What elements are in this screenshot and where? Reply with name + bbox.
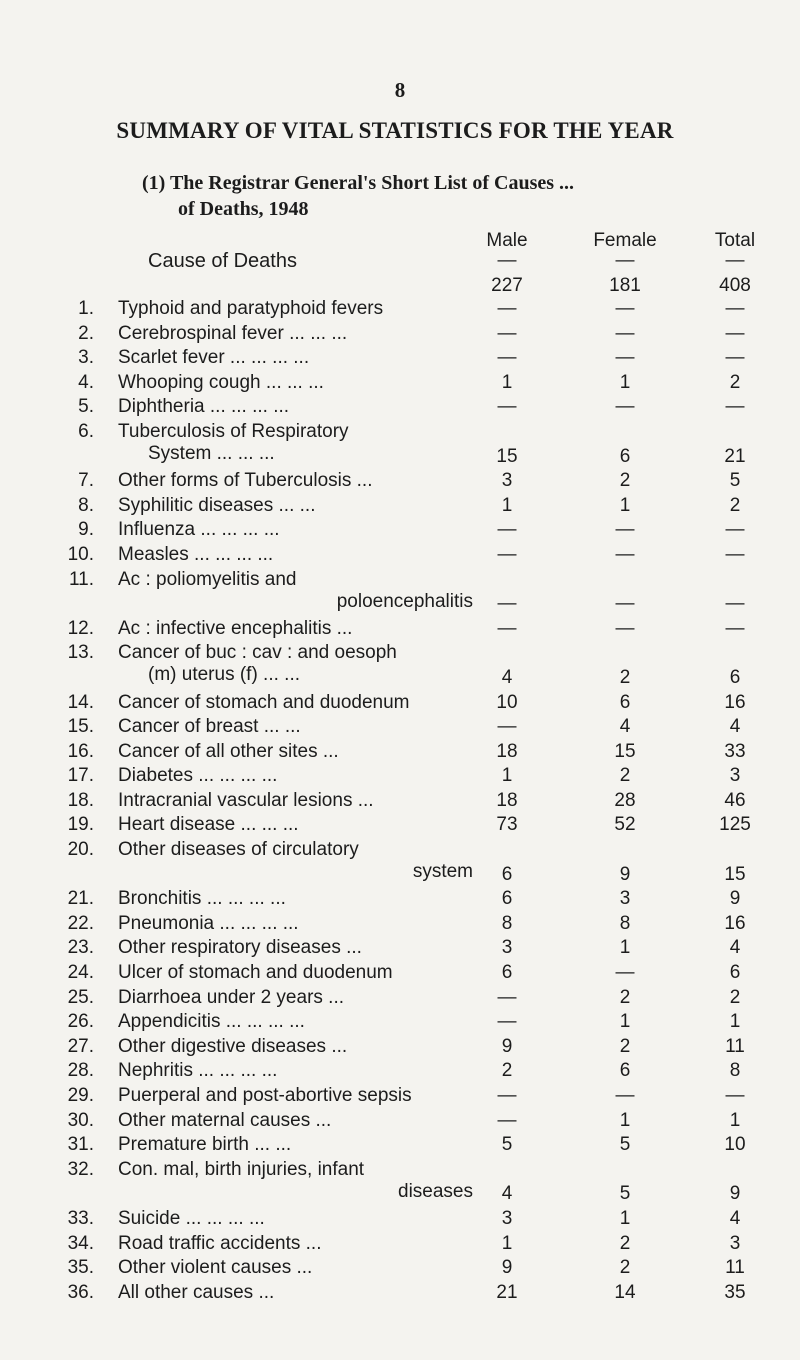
cause-line-1: Road traffic accidents ... bbox=[118, 1232, 322, 1254]
table-row bbox=[0, 1208, 800, 1233]
row-number: 34. bbox=[67, 1232, 94, 1254]
total-all: 408 bbox=[719, 275, 751, 296]
table-row bbox=[0, 814, 800, 839]
cause-line-1: Influenza ... ... ... ... bbox=[118, 519, 280, 541]
value-male: 2 bbox=[501, 1060, 513, 1082]
cause-name bbox=[118, 814, 473, 836]
value-female: 5 bbox=[619, 1183, 631, 1205]
cause-line-1: All other causes ... bbox=[118, 1281, 275, 1303]
cause-line-1: Whooping cough ... ... ... bbox=[118, 371, 324, 393]
table-row bbox=[0, 716, 800, 741]
table-row bbox=[0, 888, 800, 913]
value-total: — bbox=[725, 298, 745, 319]
cause-line-1: Ulcer of stomach and duodenum bbox=[118, 962, 393, 984]
row-number: 28. bbox=[67, 1060, 94, 1082]
row-number: 33. bbox=[67, 1207, 94, 1229]
cause-name bbox=[118, 913, 473, 935]
value-male: — bbox=[497, 1109, 517, 1131]
value-total: 35 bbox=[724, 1281, 746, 1303]
value-male: 21 bbox=[496, 1281, 518, 1303]
value-total: — bbox=[725, 322, 745, 344]
value-female: — bbox=[615, 396, 635, 418]
value-female: — bbox=[615, 962, 635, 984]
column-header-female: Female bbox=[593, 230, 657, 251]
row-number: 14. bbox=[67, 691, 94, 713]
value-female: 8 bbox=[619, 912, 631, 934]
cause-name bbox=[118, 618, 473, 640]
row-number: 13. bbox=[67, 642, 94, 664]
value-total: 33 bbox=[724, 740, 746, 762]
value-male: — bbox=[497, 396, 517, 418]
row-number: 16. bbox=[67, 740, 94, 762]
value-male: 73 bbox=[496, 814, 518, 836]
table-row bbox=[0, 1036, 800, 1061]
cause-name bbox=[118, 1060, 473, 1082]
cause-line-1: Ac : infective encephalitis ... bbox=[118, 617, 353, 639]
value-female: 6 bbox=[619, 1060, 631, 1082]
cause-name bbox=[118, 1233, 473, 1255]
cause-name bbox=[118, 347, 473, 369]
row-number: 8. bbox=[78, 494, 94, 516]
value-female: 28 bbox=[614, 789, 636, 811]
cause-name bbox=[118, 372, 473, 394]
value-female: 4 bbox=[619, 716, 631, 738]
row-number: 24. bbox=[67, 962, 94, 984]
cause-name bbox=[118, 1036, 473, 1058]
cause-name bbox=[118, 1085, 473, 1107]
cause-line-1: Typhoid and paratyphoid fevers bbox=[118, 298, 384, 319]
cause-name bbox=[118, 1257, 473, 1279]
cause-name bbox=[118, 937, 473, 959]
cause-line-2: System ... ... ... bbox=[148, 442, 275, 464]
cause-line-1: Puerperal and post-abortive sepsis bbox=[118, 1085, 412, 1106]
value-female: 2 bbox=[619, 765, 631, 787]
table-row bbox=[0, 618, 800, 643]
cause-name bbox=[118, 962, 473, 984]
value-male: 4 bbox=[501, 666, 513, 688]
cause-name bbox=[118, 741, 473, 763]
value-male: — bbox=[497, 986, 517, 1008]
table-row bbox=[0, 1060, 800, 1085]
row-number: 30. bbox=[67, 1109, 94, 1131]
value-total: — bbox=[725, 617, 745, 639]
table-subtitle: (1) The Registrar General's Short List of Causes ... bbox=[142, 172, 575, 194]
cause-line-1: Premature birth ... ... bbox=[118, 1134, 292, 1156]
cause-name bbox=[118, 470, 473, 492]
table-row bbox=[0, 913, 800, 938]
table-row bbox=[0, 470, 800, 495]
value-male: — bbox=[497, 519, 517, 541]
table-row bbox=[0, 1257, 800, 1282]
cause-line-2: (m) uterus (f) ... ... bbox=[148, 664, 301, 686]
value-male: 8 bbox=[501, 912, 513, 934]
row-number: 3. bbox=[78, 347, 94, 369]
column-header-cause: Cause of Deaths bbox=[148, 250, 297, 272]
cause-line-1: Cancer of breast ... ... bbox=[118, 716, 301, 738]
value-female: 2 bbox=[619, 666, 631, 688]
table-row bbox=[0, 1159, 800, 1208]
table-row bbox=[0, 323, 800, 348]
row-number: 27. bbox=[67, 1035, 94, 1057]
table-row bbox=[0, 642, 800, 691]
value-male: 3 bbox=[501, 470, 513, 492]
value-male: 3 bbox=[501, 1207, 513, 1229]
value-total: 4 bbox=[729, 716, 741, 738]
value-total: 9 bbox=[729, 888, 741, 910]
value-female: — bbox=[615, 617, 635, 639]
table-row bbox=[0, 519, 800, 544]
cause-name bbox=[118, 495, 473, 517]
value-total: 10 bbox=[724, 1134, 746, 1156]
value-total: 1 bbox=[729, 1109, 741, 1131]
row-number: 35. bbox=[67, 1257, 94, 1279]
value-male: — bbox=[497, 716, 517, 738]
cause-name bbox=[118, 765, 473, 787]
value-male: 6 bbox=[501, 962, 513, 984]
value-male: 1 bbox=[501, 765, 513, 787]
value-female: 52 bbox=[614, 814, 636, 836]
value-male: 9 bbox=[501, 1257, 513, 1279]
value-total: 2 bbox=[729, 494, 741, 516]
cause-line-2: system bbox=[412, 861, 473, 883]
row-number: 36. bbox=[67, 1281, 94, 1303]
cause-name bbox=[118, 790, 473, 812]
value-female: 2 bbox=[619, 470, 631, 492]
table-row bbox=[0, 347, 800, 372]
row-number: 20. bbox=[67, 839, 94, 861]
value-male: 1 bbox=[501, 371, 513, 393]
cause-line-1: Tuberculosis of Respiratory bbox=[118, 420, 349, 442]
value-total: 125 bbox=[719, 814, 751, 836]
value-female: 1 bbox=[619, 494, 631, 516]
value-male: — bbox=[497, 543, 517, 565]
cause-line-1: Cancer of stomach and duodenum bbox=[118, 691, 410, 713]
value-male: 10 bbox=[496, 691, 518, 713]
row-number: 29. bbox=[67, 1085, 94, 1106]
cause-line-1: Other forms of Tuberculosis ... bbox=[118, 470, 373, 492]
value-female: 15 bbox=[614, 740, 636, 762]
value-total: 2 bbox=[729, 986, 741, 1008]
value-male: 15 bbox=[496, 445, 518, 467]
value-female: — bbox=[615, 519, 635, 541]
row-number: 6. bbox=[78, 420, 94, 442]
cause-line-1: Suicide ... ... ... ... bbox=[118, 1207, 265, 1229]
page-number: 8 bbox=[394, 78, 406, 102]
cause-name bbox=[118, 569, 473, 613]
value-male: 5 bbox=[501, 1134, 513, 1156]
total-female: 181 bbox=[609, 275, 641, 296]
value-male: — bbox=[497, 1011, 517, 1033]
cause-name bbox=[118, 1208, 473, 1230]
row-number: 31. bbox=[67, 1134, 94, 1156]
value-total: 6 bbox=[729, 666, 741, 688]
cause-line-1: Bronchitis ... ... ... ... bbox=[118, 888, 286, 910]
cause-name bbox=[118, 1282, 473, 1304]
value-total: 3 bbox=[729, 765, 741, 787]
row-number: 22. bbox=[67, 912, 94, 934]
table-row bbox=[0, 544, 800, 569]
value-male: — bbox=[497, 593, 517, 615]
cause-name bbox=[118, 323, 473, 345]
value-total: 11 bbox=[725, 1257, 745, 1279]
value-male: — bbox=[497, 1085, 517, 1106]
cause-line-1: Intracranial vascular lesions ... bbox=[118, 789, 374, 811]
table-row bbox=[0, 1282, 800, 1307]
value-male: — bbox=[497, 298, 517, 319]
value-female: 9 bbox=[619, 863, 631, 885]
row-number: 17. bbox=[67, 765, 94, 787]
row-number: 19. bbox=[67, 814, 94, 836]
value-total: 5 bbox=[729, 470, 741, 492]
cause-line-1: Heart disease ... ... ... bbox=[118, 814, 299, 836]
value-male: — bbox=[497, 347, 517, 369]
value-total: — bbox=[725, 1085, 745, 1106]
value-female: 6 bbox=[619, 445, 631, 467]
table-row bbox=[0, 372, 800, 397]
value-female: 2 bbox=[619, 1257, 631, 1279]
value-female: 5 bbox=[619, 1134, 631, 1156]
value-total: 16 bbox=[724, 691, 746, 713]
value-male: — bbox=[497, 617, 517, 639]
value-total: 21 bbox=[724, 445, 746, 467]
cause-line-2: poloencephalitis bbox=[336, 590, 473, 612]
cause-line-1: Other diseases of circulatory bbox=[118, 839, 359, 861]
table-row bbox=[0, 962, 800, 987]
table-row bbox=[0, 790, 800, 815]
cause-name bbox=[118, 1110, 473, 1132]
cause-name bbox=[118, 987, 473, 1009]
cause-name bbox=[118, 1011, 473, 1033]
page-title: SUMMARY OF VITAL STATISTICS FOR THE YEAR bbox=[116, 118, 674, 143]
value-total: 15 bbox=[724, 863, 746, 885]
value-male: 4 bbox=[501, 1183, 513, 1205]
row-number: 32. bbox=[67, 1158, 94, 1180]
value-female: 2 bbox=[619, 986, 631, 1008]
table-row bbox=[0, 937, 800, 962]
cause-line-1: Cancer of all other sites ... bbox=[118, 740, 339, 762]
cause-name bbox=[118, 396, 473, 418]
cause-name bbox=[118, 692, 473, 714]
cause-line-1: Other digestive diseases ... bbox=[118, 1035, 348, 1057]
cause-name bbox=[118, 716, 473, 738]
value-female: 2 bbox=[619, 1035, 631, 1057]
row-number: 11. bbox=[68, 568, 94, 590]
cause-line-1: Cancer of buc : cav : and oesoph bbox=[118, 642, 397, 664]
cause-name bbox=[118, 544, 473, 566]
table-row bbox=[0, 1134, 800, 1159]
value-female: — bbox=[615, 347, 635, 369]
value-male: 6 bbox=[501, 888, 513, 910]
cause-line-1: Diphtheria ... ... ... ... bbox=[118, 396, 290, 418]
row-number: 1. bbox=[78, 298, 94, 319]
column-header-male: Male bbox=[486, 230, 528, 251]
table-row bbox=[0, 1233, 800, 1258]
value-male: 18 bbox=[496, 789, 518, 811]
value-female: 1 bbox=[619, 371, 631, 393]
value-total: 3 bbox=[729, 1232, 741, 1254]
header-rule-male: — bbox=[497, 250, 517, 271]
value-female: 1 bbox=[619, 1011, 631, 1033]
value-total: 2 bbox=[729, 371, 741, 393]
cause-name bbox=[118, 1134, 473, 1156]
value-total: — bbox=[725, 396, 745, 418]
table-row bbox=[0, 298, 800, 323]
row-number: 2. bbox=[78, 322, 94, 344]
row-number: 15. bbox=[67, 716, 94, 738]
cause-line-1: Diabetes ... ... ... ... bbox=[118, 765, 278, 787]
cause-name bbox=[118, 421, 473, 465]
value-male: 6 bbox=[501, 863, 513, 885]
value-female: 14 bbox=[614, 1281, 636, 1303]
table-row bbox=[0, 396, 800, 421]
row-number: 10. bbox=[67, 543, 94, 565]
table-row bbox=[0, 1085, 800, 1110]
value-female: 6 bbox=[619, 691, 631, 713]
value-male: 1 bbox=[501, 1232, 513, 1254]
value-female: 2 bbox=[619, 1232, 631, 1254]
cause-line-1: Appendicitis ... ... ... ... bbox=[118, 1011, 305, 1033]
row-number: 23. bbox=[67, 937, 94, 959]
value-female: — bbox=[615, 1085, 635, 1106]
value-female: 3 bbox=[619, 888, 631, 910]
row-number: 12. bbox=[67, 617, 94, 639]
cause-line-1: Cerebrospinal fever ... ... ... bbox=[118, 322, 348, 344]
value-female: 1 bbox=[619, 937, 631, 959]
table-row bbox=[0, 839, 800, 888]
cause-name bbox=[118, 519, 473, 541]
value-total: 16 bbox=[724, 912, 746, 934]
table-row bbox=[0, 1110, 800, 1135]
header-rule-total: — bbox=[725, 250, 745, 271]
value-female: — bbox=[615, 298, 635, 319]
value-female: 1 bbox=[619, 1207, 631, 1229]
value-total: 8 bbox=[729, 1060, 741, 1082]
causes-table bbox=[0, 298, 800, 1306]
value-female: 1 bbox=[619, 1109, 631, 1131]
cause-line-1: Nephritis ... ... ... ... bbox=[118, 1060, 278, 1082]
cause-line-1: Diarrhoea under 2 years ... bbox=[118, 986, 345, 1008]
value-male: 1 bbox=[501, 494, 513, 516]
cause-line-1: Scarlet fever ... ... ... ... bbox=[118, 347, 310, 369]
table-row bbox=[0, 1011, 800, 1036]
table-row bbox=[0, 741, 800, 766]
value-total: 1 bbox=[729, 1011, 741, 1033]
row-number: 4. bbox=[78, 371, 94, 393]
row-number: 5. bbox=[78, 396, 94, 418]
value-female: — bbox=[615, 543, 635, 565]
cause-line-1: Con. mal, birth injuries, infant bbox=[118, 1158, 365, 1180]
value-male: — bbox=[497, 322, 517, 344]
value-total: 9 bbox=[729, 1183, 741, 1205]
value-total: 4 bbox=[729, 1207, 741, 1229]
table-row bbox=[0, 569, 800, 618]
cause-line-2: diseases bbox=[398, 1180, 473, 1202]
cause-line-1: Ac : poliomyelitis and bbox=[118, 568, 297, 590]
total-male: 227 bbox=[491, 275, 523, 296]
value-male: 3 bbox=[501, 937, 513, 959]
row-number: 21. bbox=[67, 888, 94, 910]
value-total: 46 bbox=[724, 789, 746, 811]
row-number: 18. bbox=[67, 789, 94, 811]
cause-line-1: Measles ... ... ... ... bbox=[118, 543, 274, 565]
cause-name bbox=[118, 298, 473, 320]
row-number: 9. bbox=[78, 519, 94, 541]
table-row bbox=[0, 692, 800, 717]
value-total: — bbox=[725, 593, 745, 615]
column-header-total: Total bbox=[714, 230, 756, 251]
cause-name bbox=[118, 642, 473, 686]
value-total: 11 bbox=[725, 1035, 745, 1057]
value-female: — bbox=[615, 593, 635, 615]
row-number: 26. bbox=[67, 1011, 94, 1033]
cause-name bbox=[118, 1159, 473, 1203]
value-male: 9 bbox=[501, 1035, 513, 1057]
table-row bbox=[0, 765, 800, 790]
cause-name bbox=[118, 839, 473, 883]
row-number: 25. bbox=[67, 986, 94, 1008]
cause-line-1: Other violent causes ... bbox=[118, 1257, 313, 1279]
cause-line-1: Pneumonia ... ... ... ... bbox=[118, 912, 299, 934]
table-row bbox=[0, 495, 800, 520]
cause-line-1: Other maternal causes ... bbox=[118, 1109, 332, 1131]
cause-line-1: Other respiratory diseases ... bbox=[118, 937, 362, 959]
value-total: — bbox=[725, 543, 745, 565]
value-total: 6 bbox=[729, 962, 741, 984]
cause-line-1: Syphilitic diseases ... ... bbox=[118, 494, 316, 516]
cause-name bbox=[118, 888, 473, 910]
header-rule-female: — bbox=[615, 250, 635, 271]
row-number: 7. bbox=[78, 470, 94, 492]
table-row bbox=[0, 987, 800, 1012]
table-subtitle-year: of Deaths, 1948 bbox=[178, 198, 309, 220]
value-total: — bbox=[725, 519, 745, 541]
value-female: — bbox=[615, 322, 635, 344]
table-row bbox=[0, 421, 800, 470]
value-total: — bbox=[725, 347, 745, 369]
value-male: 18 bbox=[496, 740, 518, 762]
value-total: 4 bbox=[729, 937, 741, 959]
